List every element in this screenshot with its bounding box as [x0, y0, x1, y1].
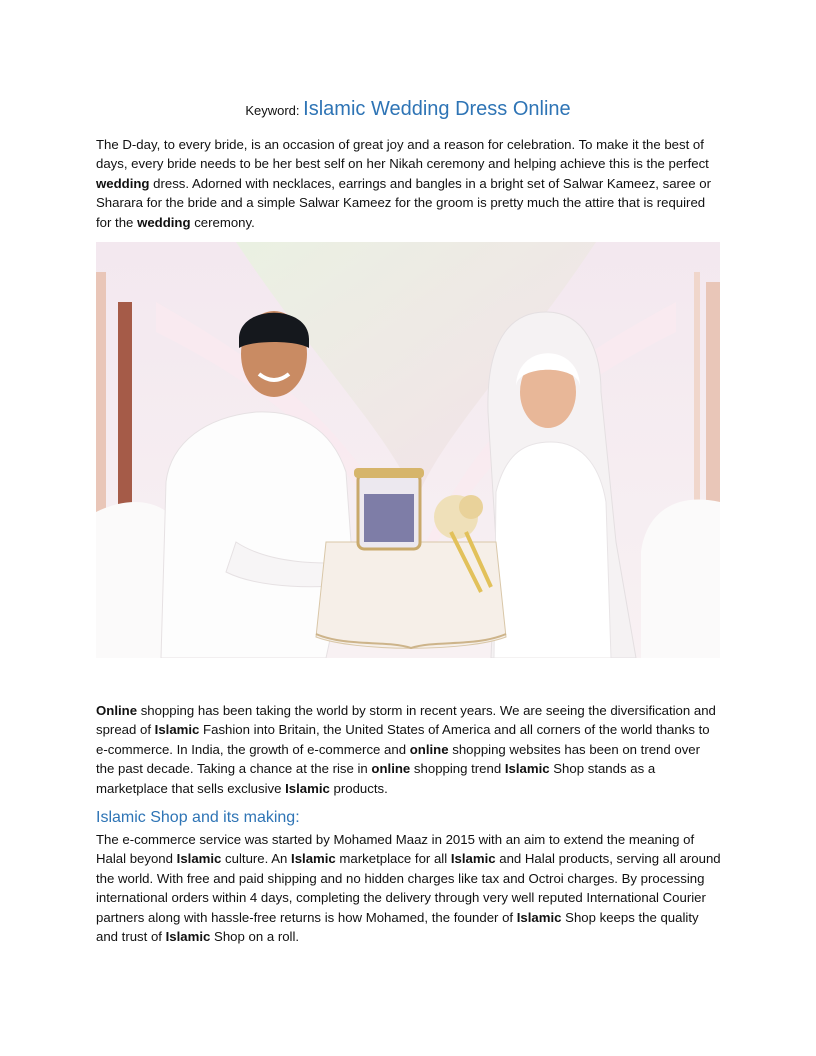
- bold-keyword: Islamic: [154, 722, 200, 738]
- bold-keyword: Online: [96, 703, 138, 718]
- bold-keyword: wedding: [96, 175, 150, 191]
- text-run: shopping has been taking the world by storm in recent years. We are seeing the diversification and spread of: [96, 703, 716, 738]
- online-shopping-paragraph: [96, 701, 722, 798]
- intro-paragraph: [96, 135, 722, 232]
- wedding-couple-photo: [96, 242, 720, 658]
- section-heading: Islamic Shop and its making:: [96, 809, 300, 826]
- gift-jar-lid: [354, 468, 424, 478]
- text-run: shopping trend: [410, 761, 505, 777]
- bold-keyword: Islamic: [516, 909, 562, 925]
- text-run: The e-commerce service was started by Mohamed Maaz in 2015 with an aim to extend the meaning of Halal beyond: [96, 832, 695, 867]
- bold-keyword: wedding: [137, 214, 191, 230]
- bold-keyword: Islamic: [504, 761, 550, 777]
- bold-keyword: Islamic: [291, 851, 336, 867]
- section-paragraph: [96, 830, 722, 946]
- text-run: products.: [329, 780, 388, 796]
- bold-keyword: Islamic: [450, 851, 496, 867]
- text-run: ceremony.: [190, 214, 255, 230]
- text-run: and Halal products, serving all around the world. With free and paid shipping and no hidden charges like tax and Octroi charges. By processing international orders within 4 days, completing the delivery through very well reputed International Courier partners along with hassle-free returns is how Mohamed, the founder of: [96, 851, 721, 925]
- text-run: shopping websites has been on trend over the past decade. Taking a chance at the rise in: [96, 741, 701, 777]
- text-run: Shop keeps the quality and trust of: [96, 909, 699, 945]
- flower-bouquet: [459, 495, 483, 519]
- bride-body: [494, 442, 611, 658]
- bold-keyword: Islamic: [176, 851, 222, 867]
- text-run: dress. Adorned with necklaces, earrings and bangles in a bright set of Salwar Kameez, saree or Sharara for the bride and a simple Salwar Kameez for the groom is pretty much the attire that is required for the: [96, 175, 711, 230]
- text-run: Fashion into Britain, the United States of America and all corners of the world thanks to e-commerce. In India, the growth of e-commerce and: [96, 722, 710, 757]
- text-run: culture. An: [221, 851, 292, 867]
- keyword-label: Keyword:: [245, 103, 300, 118]
- bold-keyword: Islamic: [285, 780, 330, 796]
- keyword-value: Islamic Wedding Dress Online: [303, 98, 571, 120]
- bold-keyword: online: [409, 741, 449, 757]
- text-run: marketplace for all: [335, 851, 451, 867]
- gift-jar-contents: [364, 494, 414, 542]
- text-run: Shop on a roll.: [210, 929, 300, 945]
- text-run: Shop stands as a marketplace that sells exclusive: [96, 761, 656, 796]
- keyword-line: [96, 96, 720, 124]
- bold-keyword: Islamic: [165, 929, 211, 945]
- bold-keyword: online: [371, 761, 411, 777]
- sofa: [641, 499, 720, 658]
- text-run: The D-day, to every bride, is an occasion of great joy and a reason for celebration. To make it the best of days, every bride needs to be her best self on her Nikah ceremony and helping achieve this is the perfect: [96, 137, 709, 172]
